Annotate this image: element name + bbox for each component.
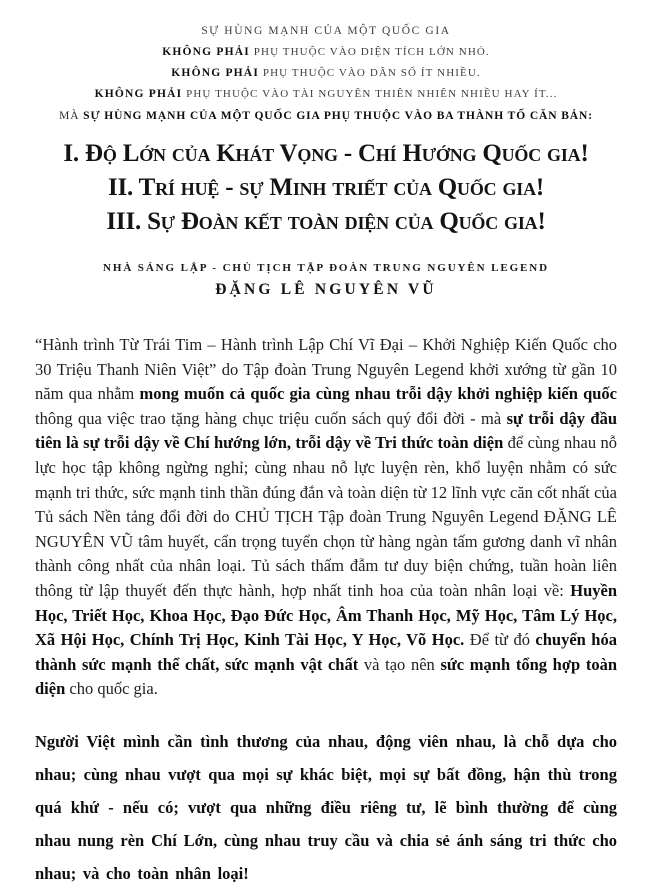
body-copy-section <box>35 333 617 890</box>
tenets-section <box>35 137 617 239</box>
preamble-negation-line-3 <box>35 84 617 105</box>
negation-rest: PHỤ THUỘC VÀO DÂN SỐ ÍT NHIỀU. <box>259 67 481 79</box>
preamble-conclusion-line <box>35 105 617 128</box>
conclusion-prefix: MÀ <box>59 110 84 122</box>
preamble-opening-line: SỰ HÙNG MẠNH CỦA MỘT QUỐC GIA <box>201 25 451 37</box>
preamble-section <box>35 20 617 128</box>
tenet-1-heading: I. Độ Lớn của Khát Vọng - Chí Hướng Quốc gia! <box>63 140 589 167</box>
negation-emphasis: KHÔNG PHẢI <box>94 88 183 100</box>
negation-emphasis: KHÔNG PHẢI <box>171 67 259 79</box>
negation-emphasis: KHÔNG PHẢI <box>162 46 250 58</box>
tenet-2-heading: II. Trí huệ - sự Minh triết của Quốc gia! <box>107 174 545 201</box>
preamble-negation-line-2 <box>35 63 617 84</box>
signature-section <box>35 260 617 300</box>
main-paragraph: “Hành trình Từ Trái Tim – Hành trình Lập Chí Vĩ Đại – Khởi Nghiệp Kiến Quốc cho 30 Triệu Thanh Niên Việt” do Tập đoàn Trung Nguyên Legend khởi xướng từ gần 10 năm qua nhằm mong muốn cả quốc gia cùng nhau trỗi dậy khởi nghiệp kiến quốc thông qua việc trao tặng hàng chục triệu cuốn sách quý đổi đời - mà sự trỗi dậy đầu tiên là sự trỗi dậy về Chí hướng lớn, trỗi dậy về Tri thức toàn diện để cùng nhau nỗ lực học tập không ngừng nghỉ; cùng nhau nỗ lực luyện rèn, khổ luyện nhằm có sức mạnh tri thức, sức mạnh tinh thần đúng đắn và toàn diện từ 12 lĩnh vực căn cốt nhất của Tủ sách Nền tảng đổi đời do CHỦ TỊCH Tập đoàn Trung Nguyên Legend ĐẶNG LÊ NGUYÊN VŨ tâm huyết, cẩn trọng tuyển chọn từ hàng ngàn tấm gương danh vĩ nhân thành công nhất của nhân loại. Tủ sách thấm đẫm tư duy biện chứng, tuần hoàn liên thông từ lập thuyết đến thực hành, hợp nhất tinh hoa của toàn nhân loại về: Huyền Học, Triết Học, Khoa Học, Đạo Đức Học, Âm Thanh Học, Mỹ Học, Tâm Lý Học, Xã Hội Học, Chính Trị Học, Kinh Tài Học, Y Học, Võ Học. Để từ đó chuyển hóa thành sức mạnh thể chất, sức mạnh vật chất và tạo nên sức mạnh tổng hợp toàn diện cho quốc gia. <box>35 335 618 699</box>
negation-rest: PHỤ THUỘC VÀO DIỆN TÍCH LỚN NHỎ. <box>249 46 490 58</box>
closing-paragraph: Người Việt mình cần tình thương của nhau, động viên nhau, là chỗ dựa cho nhau; cùng nhau vượt qua mọi sự khác biệt, mọi sự bất đồng, hận thù trong quá khứ - nếu có; vượt qua những điều riêng tư, lẽ bình thường để cùng nhau nung rèn Chí Lớn, cùng nhau truy cầu và chia sẻ ánh sáng tri thức cho nhau; và cho toàn nhân loại! <box>35 731 617 883</box>
signature-name: ĐẶNG LÊ NGUYÊN VŨ <box>215 281 437 298</box>
negation-rest: PHỤ THUỘC VÀO TÀI NGUYÊN THIÊN NHIÊN NHIỀU HAY ÍT... <box>182 88 558 100</box>
signature-role: NHÀ SÁNG LẬP - CHỦ TỊCH TẬP ĐOÀN TRUNG NGUYÊN LEGEND <box>103 262 549 274</box>
preamble-negation-line-1 <box>35 42 617 63</box>
conclusion-emphasis: SỰ HÙNG MẠNH CỦA MỘT QUỐC GIA PHỤ THUỘC VÀO BA THÀNH TỐ CĂN BẢN: <box>83 110 593 122</box>
tenet-3-heading: III. Sự Đoàn kết toàn diện của Quốc gia! <box>106 208 546 235</box>
